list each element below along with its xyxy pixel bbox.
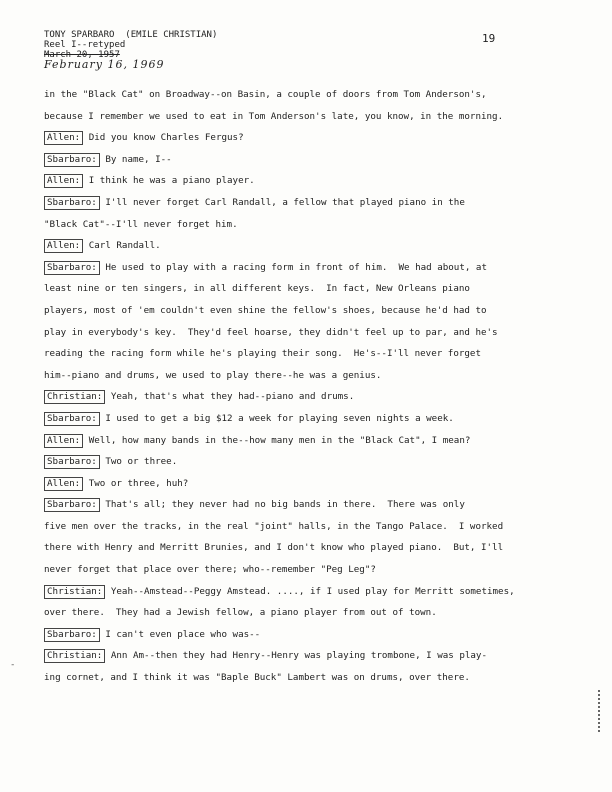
line-text: "Black Cat"--I'll never forget him.: [44, 218, 238, 230]
line-text: least nine or ten singers, in all different keys. In fact, New Orleans piano: [44, 283, 470, 295]
line-text: Ann Am--then they had Henry--Henry was playing trombone, I was play-: [105, 650, 487, 662]
transcript-line: [44, 581, 584, 603]
speaker-label: Christian:: [44, 390, 105, 404]
line-text: play in everybody's key. They'd feel hoarse, they didn't feel up to par, and he's: [44, 326, 498, 338]
speaker-label: Allen:: [44, 434, 83, 448]
transcript-line: [44, 537, 584, 559]
transcript-line: [44, 170, 584, 192]
speaker-label: Sbarbaro:: [44, 196, 100, 210]
line-text: him--piano and drums, we used to play there--he was a genius.: [44, 369, 382, 381]
transcript-line: [44, 300, 584, 322]
header-reel: Reel I--retyped: [44, 40, 126, 50]
transcript-line: [44, 106, 584, 128]
speaker-label: Christian:: [44, 649, 105, 663]
header-date-typed: March 20, 1957: [44, 50, 120, 60]
transcript-line: [44, 645, 584, 667]
transcript-line: [44, 343, 584, 365]
margin-mark: -: [10, 660, 16, 670]
transcript-line: [44, 602, 584, 624]
transcript-line: [44, 192, 584, 214]
line-text: five men over the tracks, in the real "joint" halls, in the Tango Palace. I worked: [44, 520, 504, 532]
line-text: reading the racing form while he's playing their song. He's--I'll never forget: [44, 348, 481, 360]
line-text: Two or three, huh?: [83, 477, 189, 489]
transcript-line: [44, 494, 584, 516]
transcript-line: [44, 149, 584, 171]
line-text: Well, how many bands in the--how many men in the "Black Cat", I mean?: [83, 434, 471, 446]
line-text: ing cornet, and I think it was "Baple Buck" Lambert was on drums, over there.: [44, 672, 470, 684]
header-block: [44, 30, 217, 70]
transcript-line: [44, 127, 584, 149]
speaker-label: Allen:: [44, 174, 83, 188]
transcript-line: [44, 408, 584, 430]
transcript-line: [44, 365, 584, 387]
transcript-line: [44, 235, 584, 257]
line-text: never forget that place over there; who--remember "Peg Leg"?: [44, 564, 376, 576]
transcript-line: [44, 386, 584, 408]
speaker-label: Sbarbaro:: [44, 412, 100, 426]
line-text: because I remember we used to eat in Tom Anderson's late, you know, in the morning.: [44, 110, 504, 122]
transcript-line: [44, 667, 584, 689]
transcript-line: [44, 451, 584, 473]
line-text: over there. They had a Jewish fellow, a piano player from out of town.: [44, 607, 437, 619]
speaker-label: Allen:: [44, 239, 83, 253]
line-text: I think he was a piano player.: [83, 175, 255, 187]
transcript-line: [44, 322, 584, 344]
speaker-label: Sbarbaro:: [44, 455, 100, 469]
line-text: Yeah, that's what they had--piano and drums.: [105, 391, 355, 403]
line-text: Yeah--Amstead--Peggy Amstead. ...., if I used play for Merritt sometimes,: [105, 585, 515, 597]
line-text: players, most of 'em couldn't even shine the fellow's shoes, because he'd had to: [44, 304, 487, 316]
speaker-label: Allen:: [44, 477, 83, 491]
speaker-label: Sbarbaro:: [44, 153, 100, 167]
line-text: He used to play with a racing form in front of him. We had about, at: [99, 261, 487, 273]
line-text: I used to get a big $12 a week for playing seven nights a week.: [99, 412, 454, 424]
transcript-line: [44, 257, 584, 279]
speaker-label: Sbarbaro:: [44, 261, 100, 275]
header-date-handwritten: February 16, 1969: [44, 58, 165, 71]
speaker-label: Christian:: [44, 585, 105, 599]
transcript-line: [44, 84, 584, 106]
line-text: That's all; they never had no big bands in there. There was only: [99, 499, 465, 511]
line-text: there with Henry and Merritt Brunies, and I don't know who played piano. But, I'll: [44, 542, 504, 554]
transcript-line: [44, 430, 584, 452]
line-text: Two or three.: [99, 456, 178, 468]
header-title: TONY SPARBARO (EMILE CHRISTIAN): [44, 30, 218, 40]
line-text: By name, I--: [99, 153, 172, 165]
speaker-label: Sbarbaro:: [44, 498, 100, 512]
line-text: Did you know Charles Fergus?: [83, 132, 244, 144]
transcript-line: [44, 278, 584, 300]
line-text: I'll never forget Carl Randall, a fellow that played piano in the: [99, 196, 465, 208]
line-text: in the "Black Cat" on Broadway--on Basin, a couple of doors from Tom Anderson's,: [44, 89, 487, 100]
transcript-line: [44, 559, 584, 581]
line-text: Carl Randall.: [83, 240, 161, 252]
page-number: 19: [482, 32, 496, 45]
speaker-label: Sbarbaro:: [44, 628, 100, 642]
transcript-body: [44, 84, 584, 689]
transcript-line: [44, 214, 584, 236]
margin-line: [598, 690, 603, 732]
transcript-line: [44, 624, 584, 646]
speaker-label: Allen:: [44, 131, 83, 145]
line-text: I can't even place who was--: [99, 628, 261, 640]
transcript-line: [44, 473, 584, 495]
transcript-line: [44, 516, 584, 538]
